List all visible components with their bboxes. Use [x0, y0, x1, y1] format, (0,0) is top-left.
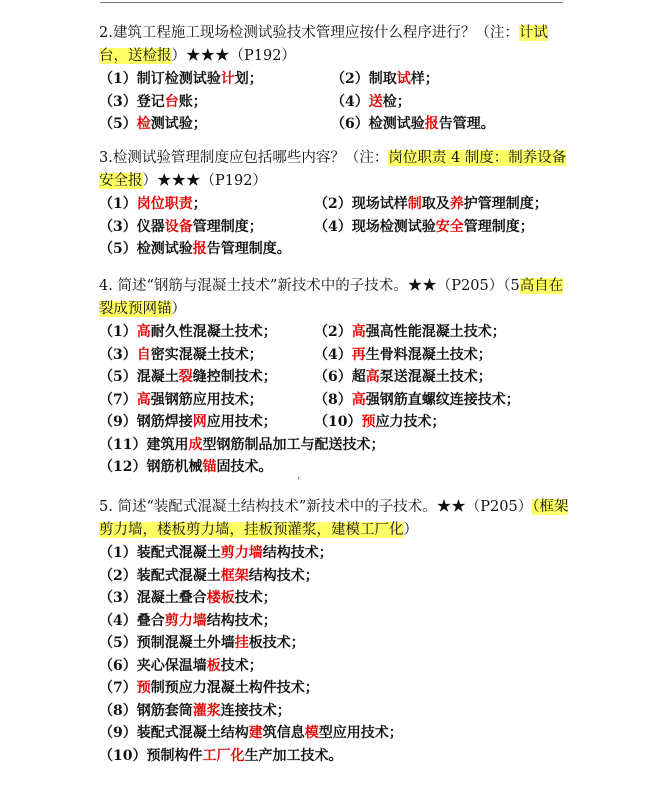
answer-text: ；	[192, 196, 207, 212]
title-text: 5. 简述“装配式混凝土结构技术”新技术中的子技术。★★（P205）	[99, 499, 533, 515]
answer-text: （1）装配式混凝土	[99, 545, 221, 561]
answer-item	[314, 196, 548, 212]
answer-row	[99, 113, 569, 136]
answer-text: 检；	[382, 93, 411, 110]
answer-text: 固技术。	[216, 459, 273, 475]
answer-text: （3）	[99, 346, 137, 363]
answer-item	[99, 347, 263, 363]
answer-text: （2）	[314, 324, 352, 340]
answer-item	[99, 238, 291, 261]
answer-text: （12）钢筋机械	[99, 459, 203, 475]
answer-item	[99, 722, 403, 745]
keyword-highlight: 框架	[220, 567, 249, 584]
keyword-highlight: 网	[192, 414, 207, 430]
keyword-highlight: 高	[136, 391, 151, 408]
keyword-highlight: 成	[188, 436, 203, 453]
stray-mark: ，	[297, 470, 307, 481]
keyword-highlight: 预	[361, 414, 376, 430]
answer-row	[99, 321, 569, 344]
keyword-highlight: 板	[206, 657, 221, 674]
answer-row	[99, 632, 569, 655]
answer-item	[99, 324, 277, 340]
answer-row	[99, 456, 569, 479]
answer-text: 密实混凝土技术；	[150, 346, 263, 363]
answer-row	[99, 655, 569, 678]
answer-text: （6）超	[314, 369, 366, 385]
answer-row	[99, 700, 569, 723]
keyword-highlight: 高	[136, 324, 151, 340]
highlighted-note: 高自在裂成预网锚	[99, 278, 564, 317]
keyword-highlight: 设备	[164, 218, 193, 235]
answer-text: （6）夹心保温墙	[99, 657, 207, 674]
answer-text: 应力技术；	[375, 414, 446, 430]
answer-text: （8）钢筋套筒	[99, 702, 193, 719]
answer-text: 制预应力混凝土构件技术；	[150, 680, 319, 696]
answer-text: （4）	[314, 346, 352, 363]
question-3	[99, 147, 569, 261]
answer-item	[99, 587, 277, 610]
highlighted-note: 岗位职责 4 制度：制养设备安全报	[99, 150, 567, 189]
answer-text: 强高性能混凝土技术；	[365, 324, 506, 340]
keyword-highlight: 检	[136, 116, 151, 132]
keyword-highlight: 楼板	[206, 590, 235, 606]
answer-text: （3）登记	[99, 93, 165, 110]
answer-item	[99, 542, 333, 565]
answer-item	[331, 94, 411, 110]
answer-text: 缝控制技术；	[192, 369, 277, 385]
keyword-highlight: 制	[407, 196, 422, 212]
answer-text: （5）检测试验	[99, 241, 193, 257]
answer-text: 技术；	[220, 657, 263, 674]
keyword-highlight: 报	[424, 116, 439, 132]
answer-text: （11）建筑用	[99, 436, 189, 453]
answer-item	[99, 94, 207, 110]
keyword-highlight: 裂	[178, 369, 193, 385]
answer-text: 样；	[410, 71, 439, 87]
answer-list	[99, 193, 569, 261]
question-title	[99, 275, 569, 321]
answer-item	[99, 71, 263, 87]
answer-text: （5）混凝土	[99, 369, 179, 385]
answer-text: 连接技术；	[220, 702, 291, 719]
answer-text: 结构技术；	[248, 567, 319, 584]
keyword-highlight: 高	[365, 369, 380, 385]
answer-text: 强钢筋直螺纹连接技术；	[365, 391, 520, 408]
keyword-highlight: 高	[351, 391, 366, 408]
answer-item	[99, 116, 207, 132]
keyword-highlight: 灌浆	[192, 702, 221, 719]
answer-text: 应用技术；	[206, 414, 277, 430]
answer-text: （7）	[99, 391, 137, 408]
keyword-highlight: 建	[248, 725, 263, 741]
answer-text: （4）现场检测试验	[314, 218, 436, 235]
answer-list	[99, 542, 569, 767]
answer-row	[99, 565, 569, 588]
answer-item	[99, 632, 305, 655]
answer-text: 划；	[234, 71, 263, 87]
keyword-highlight: 计	[220, 71, 235, 87]
answer-item	[99, 745, 342, 768]
answer-text: 告管理制度。	[206, 241, 291, 257]
answer-item	[99, 219, 263, 235]
answer-row	[99, 722, 569, 745]
answer-text: （4）	[331, 93, 369, 110]
keyword-highlight: 自	[136, 346, 151, 363]
keyword-highlight: 剪力墙	[220, 545, 263, 561]
answer-row	[99, 542, 569, 565]
question-title	[99, 147, 569, 193]
question-4	[99, 275, 569, 479]
highlighted-note: 计试台，送检报	[99, 25, 548, 64]
answer-item	[99, 434, 384, 457]
keyword-highlight: 送	[368, 93, 383, 110]
answer-text: （3）仪器	[99, 218, 165, 235]
answer-text: （6）检测试验	[331, 116, 425, 132]
answer-row	[99, 411, 569, 434]
keyword-highlight: 报	[192, 241, 207, 257]
answer-item	[99, 456, 272, 479]
answer-row	[99, 587, 569, 610]
answer-row	[99, 193, 569, 216]
answer-row	[99, 216, 569, 239]
answer-text: 型应用技术；	[318, 725, 403, 741]
keyword-highlight: 岗位职责	[136, 196, 193, 212]
answer-text: （3）混凝土叠合	[99, 590, 207, 606]
question-title	[99, 22, 569, 68]
answer-text: 结构技术；	[262, 545, 333, 561]
answer-text: （8）	[314, 391, 352, 408]
title-text: 3.检测试验管理制度应包括哪些内容？（注：	[99, 150, 389, 166]
answer-row	[99, 677, 569, 700]
answer-row	[99, 344, 569, 367]
answer-row	[99, 610, 569, 633]
answer-text: 生骨料混凝土技术；	[365, 346, 492, 363]
answer-text: 生产加工技术。	[244, 747, 343, 764]
title-text: ）	[171, 301, 186, 317]
answer-item	[314, 219, 534, 235]
highlighted-note: （框架剪力墙，楼板剪力墙，挂板预灌浆，建模工厂化	[99, 499, 569, 538]
keyword-highlight: 模	[304, 725, 319, 741]
answer-item	[99, 369, 277, 385]
answer-row	[99, 745, 569, 768]
answer-text: （10）预制构件	[99, 747, 203, 764]
answer-item	[99, 414, 277, 430]
answer-item	[314, 369, 492, 385]
answer-row	[99, 389, 569, 412]
answer-text: 管理制度；	[192, 218, 263, 235]
top-rule	[100, 2, 563, 3]
answer-item	[314, 414, 445, 430]
question-2	[99, 22, 569, 136]
answer-item	[99, 196, 207, 212]
answer-text: 测试验；	[150, 116, 207, 132]
answer-text: （4）叠合	[99, 612, 165, 629]
title-text: 4. 简述“钢筋与混凝土技术”新技术中的子技术。★★（P205）（5	[99, 278, 520, 294]
answer-text: （2）装配式混凝土	[99, 567, 221, 584]
keyword-highlight: 工厂化	[202, 747, 245, 764]
answer-text: （9）装配式混凝土结构	[99, 725, 249, 741]
keyword-highlight: 安全	[435, 218, 464, 235]
answer-item	[331, 116, 495, 132]
answer-text: 取及	[421, 196, 450, 212]
keyword-highlight: 剪力墙	[164, 612, 207, 629]
answer-text: （9）钢筋焊接	[99, 414, 193, 430]
answer-item	[314, 347, 492, 363]
answer-text: 账；	[178, 93, 207, 110]
answer-text: 管理制度；	[463, 218, 534, 235]
answer-text: （10）	[314, 414, 362, 430]
answer-text: （1）	[99, 324, 137, 340]
keyword-highlight: 锚	[202, 459, 217, 475]
answer-item	[99, 700, 291, 723]
answer-row	[99, 434, 569, 457]
answer-row	[99, 68, 569, 91]
answer-text: （2）现场试样	[314, 196, 408, 212]
answer-list	[99, 68, 569, 136]
keyword-highlight: 挂	[234, 635, 249, 651]
title-text: ）	[403, 522, 418, 538]
answer-text: （2）制取	[331, 71, 397, 87]
answer-text: 强钢筋应用技术；	[150, 391, 263, 408]
keyword-highlight: 试	[396, 71, 411, 87]
answer-row	[99, 238, 569, 261]
answer-item	[314, 392, 520, 408]
answer-text: 耐久性混凝土技术；	[150, 324, 277, 340]
answer-text: （5）	[99, 116, 137, 132]
answer-item	[314, 324, 506, 340]
answer-text: 筑信息	[262, 725, 305, 741]
title-text: ）★★★（P192）	[142, 173, 267, 189]
answer-text: 护管理制度；	[463, 196, 548, 212]
answer-text: 告管理。	[438, 116, 495, 132]
answer-text: 结构技术；	[206, 612, 277, 629]
answer-item	[99, 392, 263, 408]
answer-item	[99, 565, 319, 588]
answer-text: 泵送混凝土技术；	[379, 369, 492, 385]
answer-item	[331, 71, 439, 87]
answer-text: （7）	[99, 680, 137, 696]
question-5	[99, 496, 569, 767]
title-text: 2.建筑工程施工现场检测试验技术管理应按什么程序进行？（注：	[99, 25, 519, 41]
keyword-highlight: 预	[136, 680, 151, 696]
answer-text: 技术；	[234, 590, 277, 606]
answer-row	[99, 91, 569, 114]
answer-text: （5）预制混凝土外墙	[99, 635, 235, 651]
keyword-highlight: 高	[351, 324, 366, 340]
answer-row	[99, 366, 569, 389]
answer-item	[99, 610, 277, 633]
keyword-highlight: 台	[164, 93, 179, 110]
answer-item	[99, 677, 319, 700]
answer-text: 型钢筋制品加工与配送技术；	[202, 436, 385, 453]
answer-text: 板技术；	[248, 635, 305, 651]
answer-text: （1）	[99, 196, 137, 212]
title-text: ）★★★（P192）	[171, 48, 296, 64]
answer-item	[99, 655, 263, 678]
keyword-highlight: 再	[351, 346, 366, 363]
question-title	[99, 496, 569, 542]
answer-text: （1）制订检测试验	[99, 71, 221, 87]
keyword-highlight: 养	[449, 196, 464, 212]
answer-list	[99, 321, 569, 479]
